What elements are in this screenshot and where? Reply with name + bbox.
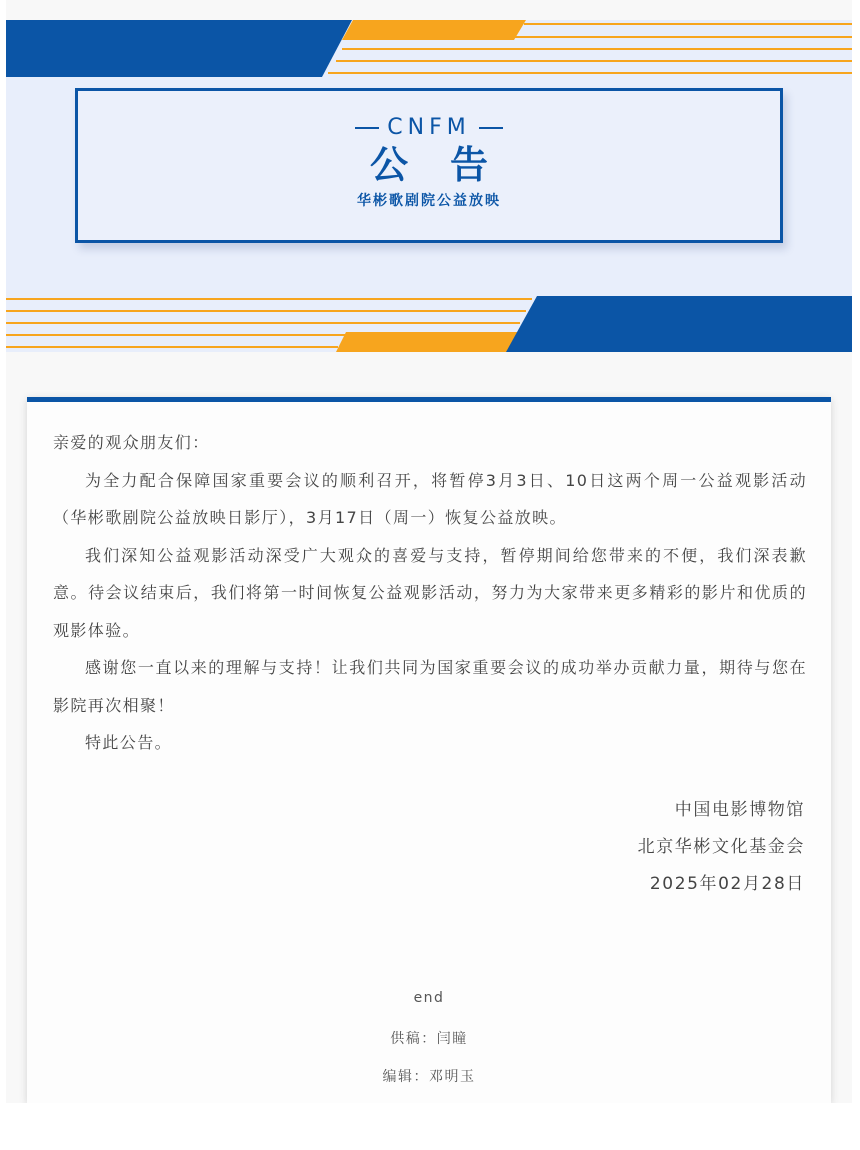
notice-subtitle: 华彬歌剧院公益放映 xyxy=(357,193,501,209)
editor-credit: 编辑：邓明玉 xyxy=(382,1069,476,1085)
contributor-credit: 供稿：闫瞳 xyxy=(390,1031,468,1047)
signature-org-2: 北京华彬文化基金会 xyxy=(637,837,805,857)
notice-title: 公告 xyxy=(369,143,530,187)
greeting: 亲爱的观众朋友们： xyxy=(53,433,210,452)
paragraph: 为全力配合保障国家重要会议的顺利召开，将暂停3月3日、10日这两个周一公益观影活动（华彬歌剧院公益放映日影厅），3月17日（周一）恢复公益放映。 xyxy=(53,470,807,527)
signature-block xyxy=(638,792,805,903)
paragraph: 感谢您一直以来的理解与支持！让我们共同为国家重要会议的成功举办贡献力量，期待与您在影院再次相聚！ xyxy=(53,658,807,715)
letter-body xyxy=(53,424,807,762)
end-mark: end xyxy=(413,990,445,1006)
brand-line xyxy=(78,115,780,140)
bottom-blue-band xyxy=(506,296,852,352)
signature-date: 2025年02月28日 xyxy=(649,874,805,894)
bottom-orange-band xyxy=(336,332,520,352)
brand-text: CNFM xyxy=(387,115,471,140)
top-blue-band xyxy=(6,20,352,77)
top-orange-band xyxy=(342,20,526,40)
brand-dash-right xyxy=(479,127,503,129)
title-box xyxy=(75,88,783,243)
closing-line: 特此公告。 xyxy=(85,733,173,752)
notice-page xyxy=(6,0,852,1103)
signature-org-1: 中国电影博物馆 xyxy=(674,800,805,820)
paragraph: 我们深知公益观影活动深受广大观众的喜爱与支持，暂停期间给您带来的不便，我们深表歉意。待会议结束后，我们将第一时间恢复公益观影活动，努力为大家带来更多精彩的影片和优质的观影体验。 xyxy=(53,545,807,640)
letter-card xyxy=(27,397,831,1103)
brand-dash-left xyxy=(355,127,379,129)
